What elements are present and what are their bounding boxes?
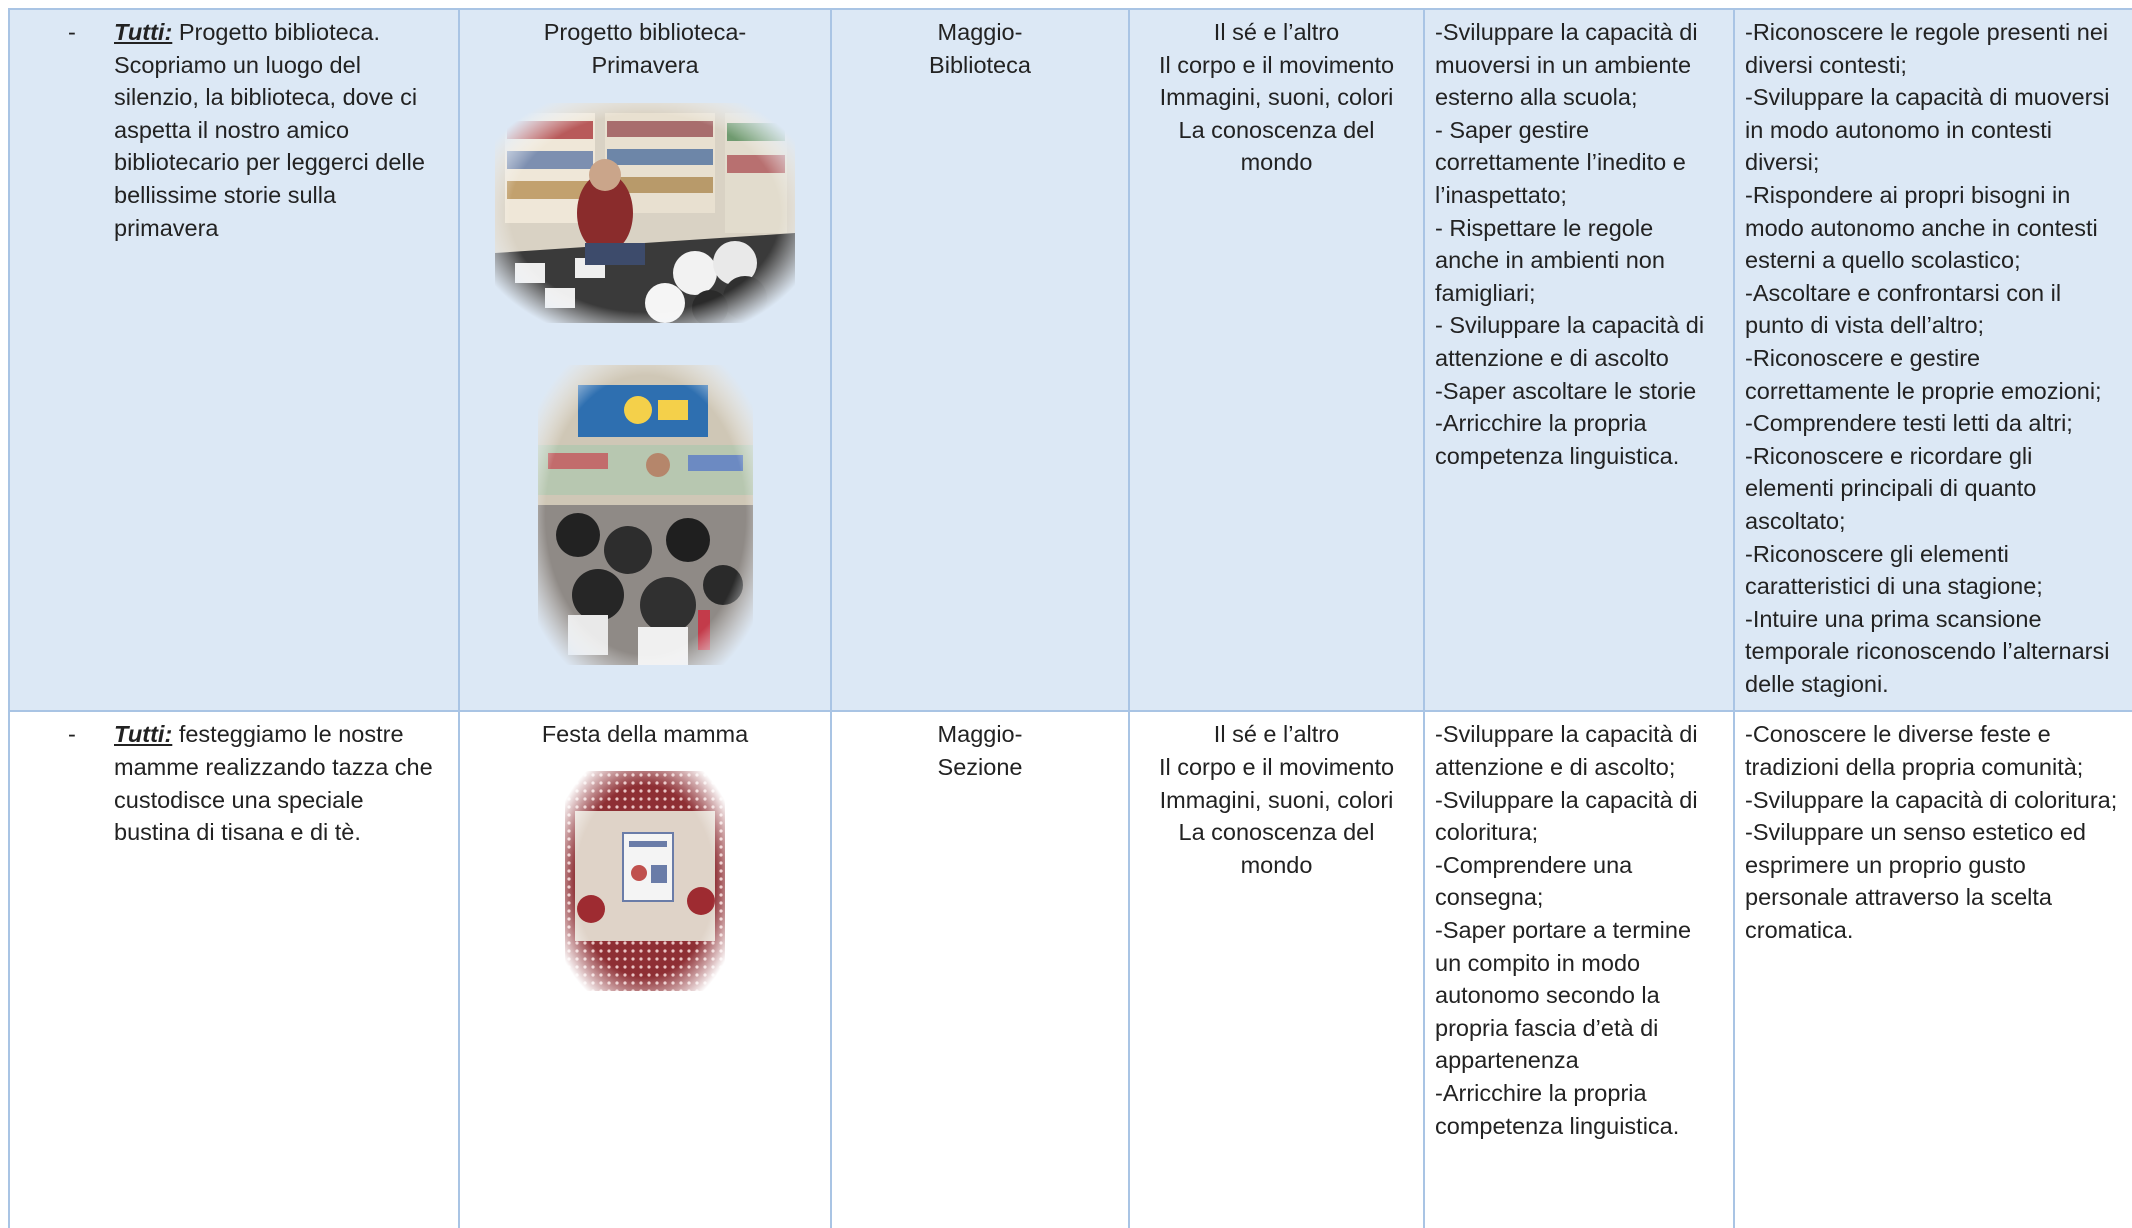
- field-line: Il corpo e il movimento: [1158, 754, 1395, 781]
- field-line: Immagini, suoni, colori: [1159, 84, 1394, 111]
- fields-cell: [1129, 9, 1424, 711]
- activity-cell: [9, 711, 459, 1228]
- activity-cell: [9, 9, 459, 711]
- bullet-dash: -: [68, 19, 76, 45]
- project-cell: [459, 9, 831, 711]
- fields-cell: [1129, 711, 1424, 1228]
- field-line: Il sé e l’altro: [1213, 721, 1340, 748]
- field-line: mondo: [1240, 149, 1313, 176]
- period-line: Maggio-: [937, 721, 1023, 748]
- goals-cell: -Sviluppare la capacità di attenzione e di ascolto; -Sviluppare la capacità di coloritura; -Comprendere una consegna; -Saper portare a termine un compito in modo autonomo secondo la propria fascia d’età di appartenenza -Arricchire la propria competenza linguistica.: [1424, 711, 1734, 1228]
- place-line: Biblioteca: [929, 51, 1031, 78]
- activity-text: Progetto biblioteca. Scopriamo un luogo del silenzio, la biblioteca, dove ci aspetta il nostro amico bibliotecario per leggerci delle bellissime storie sulla primavera: [114, 19, 425, 241]
- table-row: [9, 711, 2132, 1228]
- project-title-line: Progetto biblioteca-: [543, 19, 747, 45]
- table-row: [9, 9, 2132, 711]
- field-line: La conoscenza del: [1178, 116, 1375, 143]
- activity-lead: Tutti:: [114, 19, 173, 45]
- activity-table: [8, 8, 2132, 1228]
- objectives-cell: -Conoscere le diverse feste e tradizioni della propria comunità; -Sviluppare la capacità di coloritura; -Sviluppare un senso estetico ed esprimere un proprio gusto personale attraverso la scelta cromatica.: [1734, 711, 2132, 1228]
- field-line: Immagini, suoni, colori: [1159, 786, 1394, 813]
- field-line: Il corpo e il movimento: [1158, 51, 1395, 78]
- objectives-cell: -Riconoscere le regole presenti nei diversi contesti; -Sviluppare la capacità di muoversi in modo autonomo in contesti diversi; -Rispondere ai propri bisogni in modo autonomo anche in contesti esterni a quello scolastico; -Ascoltare e confrontarsi con il punto di vista dell’altro; -Riconoscere e gestire correttamente le proprie emozioni; -Comprendere testi letti da altri; -Riconoscere e ricordare gli elementi principali di quanto ascoltato; -Riconoscere gli elementi caratteristici di una stagione; -Intuire una prima scansione temporale riconoscendo l’alternarsi delle stagioni.: [1734, 9, 2132, 711]
- library-reading-photo: [495, 103, 795, 323]
- field-line: mondo: [1240, 851, 1313, 878]
- goals-cell: -Sviluppare la capacità di muoversi in un ambiente esterno alla scuola; - Saper gestire correttamente l’inedito e l’inaspettato; - Rispettare le regole anche in ambienti non famigliari; - Sviluppare la capacità di attenzione e di ascolto -Saper ascoltare le storie -Arricchire la propria competenza linguistica.: [1424, 9, 1734, 711]
- project-title-line: Festa della mamma: [541, 721, 749, 748]
- field-line: Il sé e l’altro: [1213, 19, 1340, 45]
- project-cell: [459, 711, 831, 1228]
- period-place-cell: [831, 711, 1129, 1228]
- children-library-photo: [538, 365, 753, 665]
- period-place-cell: [831, 9, 1129, 711]
- activity-text: festeggiamo le nostre mamme realizzando tazza che custodisce una speciale bustina di tisana e di tè.: [114, 721, 433, 846]
- bullet-dash: -: [68, 721, 76, 748]
- place-line: Sezione: [937, 754, 1023, 781]
- project-title-line: Primavera: [591, 51, 699, 78]
- field-line: La conoscenza del: [1178, 819, 1375, 846]
- mothers-day-cup-photo: [565, 771, 725, 991]
- activity-lead: Tutti:: [114, 721, 173, 748]
- period-line: Maggio-: [937, 19, 1023, 45]
